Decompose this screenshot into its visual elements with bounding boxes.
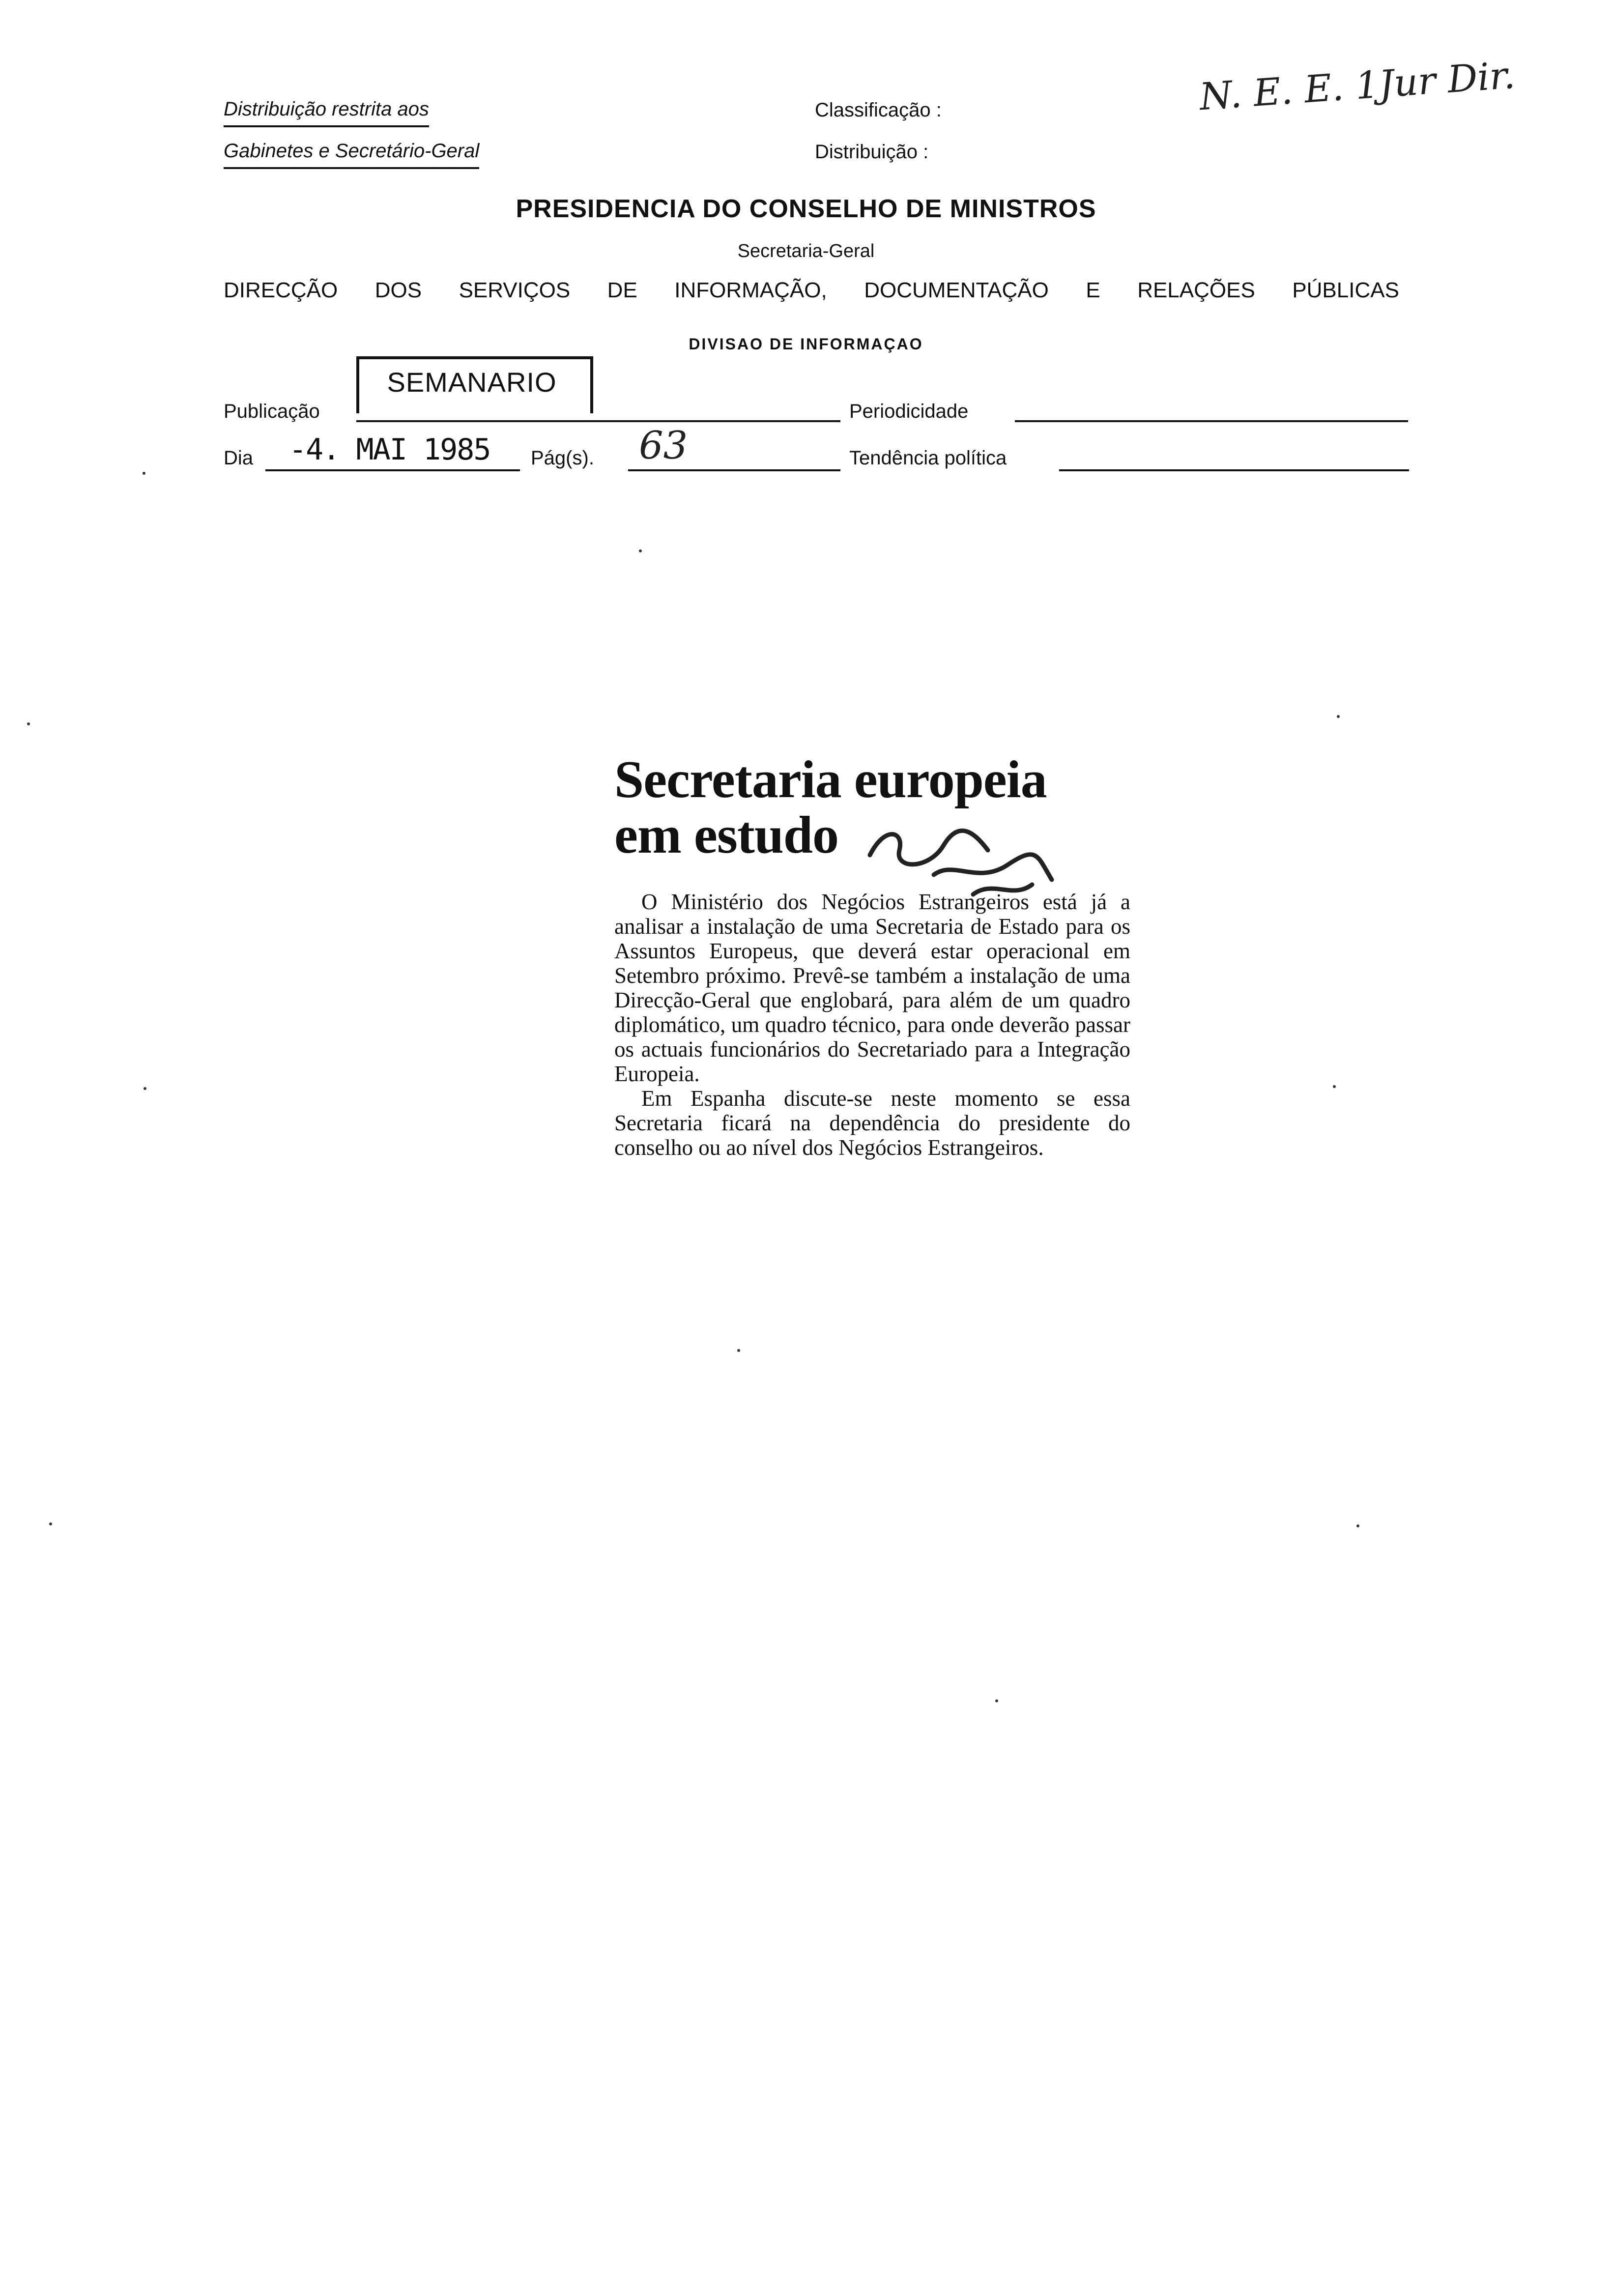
headline-line1: Secretaria europeia [614, 750, 1047, 809]
restricted-distribution-line2: Gabinetes e Secretário-Geral [224, 140, 479, 169]
dia-label: Dia [224, 447, 254, 469]
publicacao-label: Publicação [224, 401, 320, 422]
periodicidade-underline [1015, 420, 1408, 422]
page-subtitle: Secretaria-Geral [737, 241, 875, 261]
page-title: PRESIDENCIA DO CONSELHO DE MINISTROS [516, 195, 1096, 223]
direccao-word: INFORMAÇÃO, [674, 278, 827, 302]
scan-speck [49, 1522, 52, 1525]
scan-speck [143, 472, 145, 475]
scan-speck [1333, 1085, 1336, 1088]
publicacao-underline [356, 420, 840, 422]
pags-value: 63 [639, 424, 688, 468]
pags-underline [628, 469, 840, 471]
direccao-word: SERVIÇOS [459, 278, 571, 302]
direccao-word: DIRECÇÃO [224, 278, 338, 302]
scan-speck [995, 1699, 998, 1702]
article-paragraph: Em Espanha discute-se neste momento se essa Secretaria ficará na dependência do presidente do conselho ou ao nível dos Negócios Estrangeiros. [614, 1086, 1130, 1160]
direccao-word: DOS [374, 278, 422, 302]
direccao-word: E [1086, 278, 1100, 302]
tendencia-underline [1059, 469, 1409, 471]
handwritten-note: N. E. E. 1Jur Dir. [1198, 53, 1517, 119]
clipping-body [614, 890, 1130, 1160]
divisao-label: DIVISAO DE INFORMAÇAO [689, 335, 923, 353]
scan-speck [27, 722, 30, 725]
direccao-word: DE [607, 278, 637, 302]
direccao-word: RELAÇÕES [1137, 278, 1255, 302]
classificacao-label: Classificação : [815, 99, 942, 121]
direccao-line [224, 278, 1399, 303]
publicacao-value: SEMANARIO [387, 367, 557, 398]
scan-speck [144, 1087, 146, 1090]
dia-value: -4. MAI 1985 [289, 432, 490, 467]
distribuicao-label: Distribuição : [815, 141, 929, 163]
tendencia-label: Tendência política [849, 447, 1007, 469]
periodicidade-label: Periodicidade [849, 401, 969, 422]
pags-label: Pág(s). [531, 447, 594, 469]
dia-underline [265, 469, 520, 471]
scan-speck [737, 1349, 740, 1352]
direccao-word: DOCUMENTAÇÃO [864, 278, 1049, 302]
scan-speck [1337, 715, 1340, 718]
direccao-word: PÚBLICAS [1292, 278, 1399, 302]
scan-speck [639, 549, 642, 552]
headline-line2: em estudo [614, 806, 838, 865]
restricted-distribution-line1: Distribuição restrita aos [224, 98, 429, 127]
article-paragraph: O Ministério dos Negócios Estrangeiros está já a analisar a instalação de uma Secretaria de Estado para os Assuntos Europeus, que deverá estar operacional em Setembro próximo. Prevê-se também a instalação de uma Direcção-Geral que englobará, para além de um quadro diplomático, um quadro técnico, para onde deverão passar os actuais funcionários do Secretariado para a Integração Europeia. [614, 890, 1130, 1086]
scan-speck [1356, 1524, 1359, 1527]
